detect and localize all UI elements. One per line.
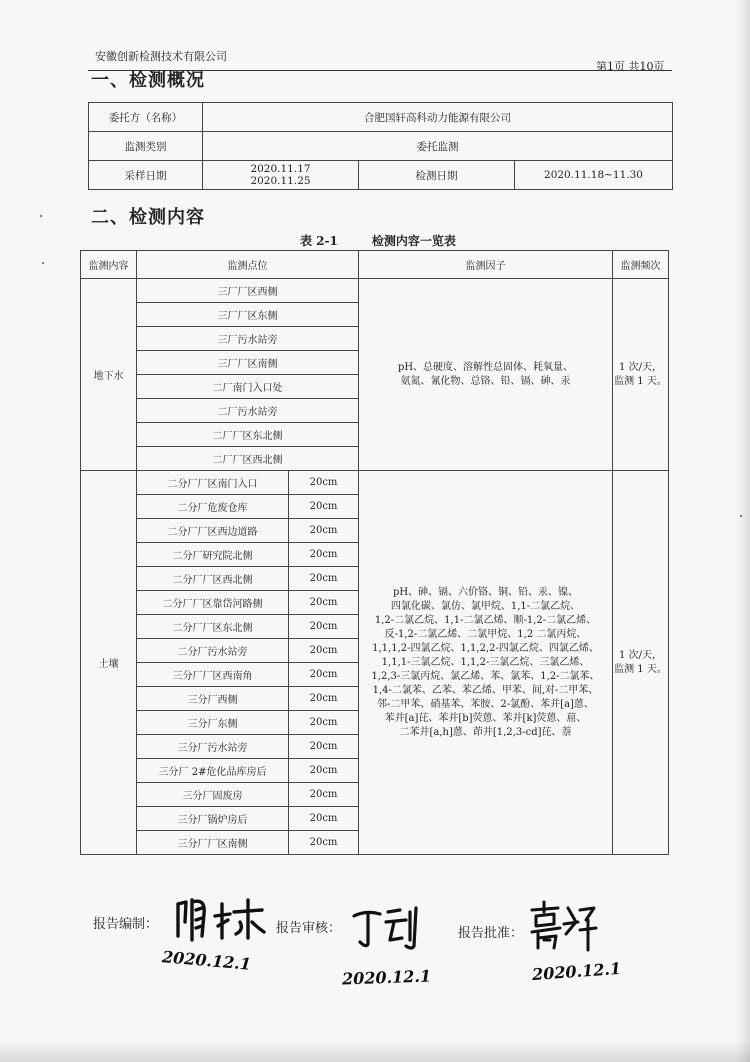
soil-point-name: 三分厂西侧 — [137, 687, 289, 711]
soil-point-depth: 20cm — [289, 735, 359, 759]
soil-frequency — [613, 471, 669, 855]
frequency-line: 1 次/天， — [619, 649, 662, 661]
soil-point-name: 三分厂锅炉房后 — [137, 807, 289, 831]
factor-line: 1,1,1,2-四氯乙烷、1,1,2,2-四氯乙烷、四氯乙烯、 — [372, 642, 599, 654]
soil-point-depth: 20cm — [289, 807, 359, 831]
table-caption — [300, 232, 456, 249]
header-freq: 监测频次 — [613, 251, 669, 279]
frequency-line: 监测 1 天。 — [614, 663, 667, 675]
soil-point-depth: 20cm — [289, 519, 359, 543]
scan-shadow-right — [736, 0, 750, 1062]
soil-factors — [359, 471, 613, 855]
factor-line: 1,4-二氯苯、乙苯、苯乙烯、甲苯、间,对-二甲苯、 — [372, 684, 599, 696]
scan-speck — [740, 515, 742, 517]
factor-line: 1,1,1-三氯乙烷、1,1,2-三氯乙烷、三氯乙烯、 — [381, 656, 590, 668]
soil-point-depth: 20cm — [289, 567, 359, 591]
factor-line: 邻-二甲苯、硝基苯、苯胺、2-氯酚、苯并[a]蒽、 — [377, 698, 594, 710]
frequency-line: 1 次/天， — [619, 361, 662, 373]
factor-line: 四氯化碳、氯仿、氯甲烷、1,1-二氯乙烷、 — [390, 600, 581, 612]
sampling-date-1: 2020.11.17 — [250, 163, 311, 175]
groundwater-point: 二厂污水站旁 — [137, 399, 359, 423]
test-date-label: 检测日期 — [359, 161, 515, 190]
type-label: 监测类别 — [89, 132, 203, 161]
soil-point-name: 二分厂厂区东北侧 — [137, 615, 289, 639]
sampling-date-2: 2020.11.25 — [250, 175, 311, 187]
soil-point-depth: 20cm — [289, 639, 359, 663]
groundwater-point: 二厂厂区西北侧 — [137, 447, 359, 471]
soil-point-name: 二分厂厂区南门入口 — [137, 471, 289, 495]
sampling-label: 采样日期 — [89, 161, 203, 190]
groundwater-row — [81, 279, 669, 303]
section2-title: 二、检测内容 — [91, 207, 205, 228]
soil-point-name: 三分厂污水站旁 — [137, 735, 289, 759]
soil-point-name: 二分厂厂区西边道路 — [137, 519, 289, 543]
soil-point-depth: 20cm — [289, 495, 359, 519]
factor-line: pH、总硬度、溶解性总固体、耗氧量、 — [397, 361, 574, 373]
factor-line: pH、砷、镉、六价铬、铜、铅、汞、镍、 — [392, 586, 579, 598]
client-label: 委托方（名称） — [89, 103, 203, 132]
soil-point-depth: 20cm — [289, 759, 359, 783]
soil-section — [81, 471, 669, 855]
groundwater-point: 三厂厂区东侧 — [137, 303, 359, 327]
soil-point-depth: 20cm — [289, 783, 359, 807]
groundwater-section — [81, 279, 669, 471]
header-point: 监测点位 — [137, 251, 359, 279]
soil-point-name: 二分厂厂区靠岱河路侧 — [137, 591, 289, 615]
soil-point-name: 三分厂 2#危化品库房后 — [137, 759, 289, 783]
soil-point-depth: 20cm — [289, 471, 359, 495]
factor-line: 苯并[a]芘、苯并[b]荧蒽、苯并[k]荧蒽、䓛、 — [384, 712, 587, 724]
soil-point-name: 三分厂厂区西南角 — [137, 663, 289, 687]
groundwater-point: 二厂南门入口处 — [137, 375, 359, 399]
frequency-line: 监测 1 天。 — [614, 375, 667, 387]
client-value: 合肥国轩高科动力能源有限公司 — [203, 103, 673, 132]
soil-point-depth: 20cm — [289, 663, 359, 687]
factor-line: 氨氮、氰化物、总铬、铅、镉、砷、汞 — [400, 375, 571, 387]
approved-label: 报告批准： — [458, 926, 524, 941]
table-title: 检测内容一览表 — [371, 234, 456, 248]
header-content: 监测内容 — [81, 251, 137, 279]
factor-line: 反-1,2-二氯乙烯、二氯甲烷、1,2 二氯丙烷、 — [384, 628, 587, 640]
soil-point-name: 三分厂固废房 — [137, 783, 289, 807]
soil-point-name: 二分厂研究院北侧 — [137, 543, 289, 567]
table-number: 表 2-1 — [300, 234, 338, 248]
soil-point-name: 二分厂厂区西北侧 — [137, 567, 289, 591]
groundwater-label: 地下水 — [81, 279, 137, 471]
soil-row — [81, 471, 669, 495]
scan-shadow-bottom — [0, 1040, 750, 1062]
reviewed-signature — [350, 902, 420, 952]
factor-line: 二苯并[a,h]蒽、茚并[1,2,3-cd]芘、萘 — [399, 726, 572, 738]
scan-speck — [42, 262, 44, 264]
section1-title: 一、检测概况 — [91, 70, 205, 91]
soil-point-name: 二分厂污水站旁 — [137, 639, 289, 663]
reviewed-label: 报告审核： — [276, 921, 342, 936]
soil-point-depth: 20cm — [289, 687, 359, 711]
soil-point-name: 三分厂东侧 — [137, 711, 289, 735]
soil-point-name: 三分厂厂区南侧 — [137, 831, 289, 855]
header-factor: 监测因子 — [359, 251, 613, 279]
approved-signature — [528, 898, 598, 952]
soil-point-depth: 20cm — [289, 615, 359, 639]
soil-point-name: 二分厂危废仓库 — [137, 495, 289, 519]
sampling-dates — [203, 161, 359, 190]
prepared-label: 报告编制： — [93, 917, 159, 932]
groundwater-point: 三厂污水站旁 — [137, 327, 359, 351]
groundwater-factors — [359, 279, 613, 471]
soil-point-depth: 20cm — [289, 591, 359, 615]
groundwater-point: 三厂厂区西侧 — [137, 279, 359, 303]
factor-line: 1,2-二氯乙烷、1,1-二氯乙烯、顺-1,2-二氯乙烯、 — [374, 614, 597, 626]
prepared-date: 2020.12.1 — [161, 947, 252, 974]
type-value: 委托监测 — [203, 132, 673, 161]
overview-table — [88, 102, 673, 190]
scan-speck — [40, 215, 42, 217]
soil-point-depth: 20cm — [289, 711, 359, 735]
reviewed-date: 2020.12.1 — [341, 966, 432, 989]
groundwater-point: 二厂厂区东北侧 — [137, 423, 359, 447]
groundwater-point: 三厂厂区南侧 — [137, 351, 359, 375]
content-table — [80, 250, 669, 855]
groundwater-frequency — [613, 279, 669, 471]
soil-label: 土壤 — [81, 471, 137, 855]
soil-point-depth: 20cm — [289, 543, 359, 567]
prepared-signature — [172, 892, 272, 944]
factor-line: 1,2,3-三氯丙烷、氯乙烯、苯、氯苯、1,2-二氯苯、 — [371, 670, 600, 682]
test-date-value: 2020.11.18~11.30 — [515, 161, 673, 190]
approved-date: 2020.12.1 — [531, 958, 622, 985]
header-company: 安徽创新检测技术有限公司 — [95, 50, 227, 63]
soil-point-depth: 20cm — [289, 831, 359, 855]
header-page-info: 第1页 共10页 — [596, 60, 665, 73]
